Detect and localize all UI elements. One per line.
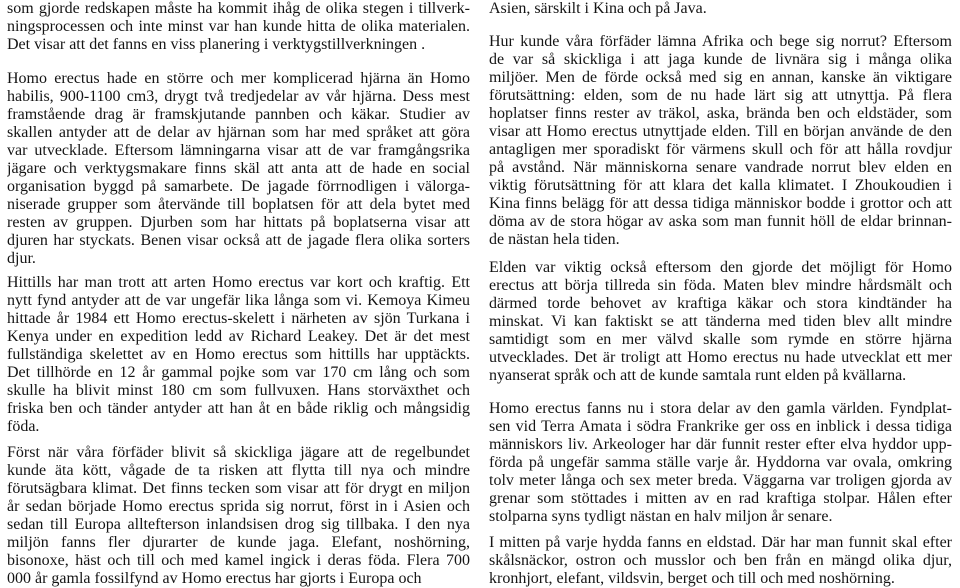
- text-line: nytt fynd antyder att de var ungefär lika långa som vi. Kemoya Kimeu: [7, 292, 470, 309]
- text-line: sedan till Europa alltefterson inlandsisen drog sig tillbaka. I den nya: [7, 516, 470, 533]
- text-line: friska ben och tänder antyder att han åt en både riklig och mångsidig: [7, 400, 470, 417]
- text-line: därmed torde behovet av kraftiga käkar och stora kindtänder ha: [489, 295, 952, 312]
- text-line: niserade grupper som återvände till boplatsen för att dela bytet med: [7, 196, 470, 213]
- text-line: de var så skickliga i att jaga kunde de livnära sig i många olika: [489, 51, 952, 68]
- text-line: hoplatser finns rester av träkol, aska, brända ben och eldstäder, som: [489, 105, 952, 122]
- paragraph: [489, 259, 952, 385]
- text-line: de nästan hela tiden.: [489, 231, 620, 248]
- text-line: utvecklades. Det är troligt att Homo erectus nu hade utvecklat ett mer: [489, 349, 952, 366]
- text-line: kronhjort, elefant, vildsvin, berget och till och med noshörning.: [489, 570, 895, 587]
- text-line: habilis, 900-1100 cm3, drygt två tredjedelar av vår hjärna. Dess mest: [7, 88, 470, 105]
- text-line: bisonoxe, häst och till och med kamel ingick i deras föda. Flera 700: [7, 552, 470, 569]
- left-column: [7, 0, 470, 588]
- text-line: Hur kunde våra förfäder lämna Afrika och bege sig norrut? Eftersom: [489, 33, 952, 50]
- text-line: visar att Homo erectus utnyttjade elden. Till en början använde de den: [489, 123, 952, 140]
- text-line: Det tillhörde en 12 år gammal pojke som var 170 cm lång och som: [7, 364, 470, 381]
- text-line: fullständiga skelettet av en Homo erectus som hittills har upptäckts.: [7, 346, 470, 363]
- text-line: stolparna syns tydligt nästan en halv miljon år senare.: [489, 508, 833, 525]
- paragraph: [7, 0, 470, 54]
- text-line: tolv meter långa och sex meter breda. Väggarna var troligen gjorda av: [489, 472, 952, 489]
- paragraph: [489, 33, 952, 249]
- text-line: ningsprocessen och inte minst var han kunde hitta de olika materialen.: [7, 18, 470, 35]
- paragraph: [489, 400, 952, 526]
- text-line: som gjorde redskapen måste ha kommit ihåg de olika stegen i tillverk-: [7, 0, 470, 17]
- text-line: jägare och verktygsmakare finns skäl att anta att de hade en social: [7, 160, 470, 177]
- text-line: organisation byggd på samarbete. De jagade förrnodligen i välorga-: [7, 178, 470, 195]
- paragraph: [7, 444, 470, 588]
- text-line: skålsnäckor, ostron och musslor och ben från en mängd olika djur,: [489, 552, 952, 569]
- text-line: samtidigt som en mer välvd skalle som rymde en större hjärna: [489, 331, 952, 348]
- text-line: Elden var viktig också eftersom den gjorde det möjligt för Homo: [489, 259, 952, 276]
- text-line: förda på ungefär samma ställe varje år. Hyddorna var ovala, omkring: [489, 454, 952, 471]
- text-line: var utvecklade. Eftersom lämningarna visar att de var framgångsrika: [7, 142, 470, 159]
- text-line: förutsägbara klimat. Det finns tecken som visar att för drygt en miljon: [7, 480, 470, 497]
- text-line: antagligen mer sporadiskt för värmens skull och för att hålla rovdjur: [489, 141, 952, 158]
- paragraph: [489, 534, 952, 588]
- text-line: nyanserat språk och att de kunde samtala runt elden på kvällarna.: [489, 367, 907, 384]
- text-line: Hittills har man trott att arten Homo erectus var kort och kraftig. Ett: [7, 274, 470, 291]
- text-line: kunde äta kött, vågade de ta risken att flytta till nya och mindre: [7, 462, 470, 479]
- text-line: Kina finns belägg för att dessa tidiga människor bodde i grottor och att: [489, 195, 952, 212]
- text-line: grenar som stöttades i mitten av en rad kraftiga stolpar. Hålen efter: [489, 490, 952, 507]
- text-line: 000 år gamla fossilfynd av Homo erectus har gjorts i Europa och: [7, 570, 422, 587]
- text-line: miljöer. Men de förde också med sig en annan, kanske än viktigare: [489, 69, 952, 86]
- text-line: skallen antyder att de delar av hjärnan som har med språket att göra: [7, 124, 470, 141]
- text-line: Homo erectus fanns nu i stora delar av den gamla världen. Fyndplat-: [489, 400, 952, 417]
- text-line: miljön fanns fler djurarter de kunde jaga. Elefant, noshörning,: [7, 534, 470, 551]
- text-line: föda.: [7, 418, 40, 435]
- text-line: på avstånd. När människorna senare vandrade norrut blev elden en: [489, 159, 952, 176]
- paragraph: [489, 0, 952, 18]
- text-line: viktig förutsättning för att klara det kalla klimatet. I Zhoukoudien i: [489, 177, 952, 194]
- text-line: resten av gruppen. Djurben som har hittats på boplatserna visar att: [7, 214, 470, 231]
- text-line: djur.: [7, 250, 36, 267]
- text-line: år sedan började Homo erectus sprida sig norrut, först in i Asien och: [7, 498, 470, 515]
- paragraph: [7, 274, 470, 436]
- paragraph: [7, 70, 470, 268]
- text-line: skulle ha blivit minst 180 cm som fullvuxen. Hans storväxthet och: [7, 382, 470, 399]
- text-line: sen vid Terra Amata i södra Frankrike ger oss en inblick i dessa tidiga: [489, 418, 952, 435]
- text-line: hittade år 1984 ett Homo erectus-skelett i närheten av sjön Turkana i: [7, 310, 470, 327]
- text-line: erectus att börja tillreda sin föda. Maten blev mindre hårdsmält och: [489, 277, 952, 294]
- text-line: Asien, särskilt i Kina och på Java.: [489, 0, 707, 17]
- text-line: I mitten på varje hydda fanns en eldstad. Där har man funnit skal efter: [489, 534, 952, 551]
- text-line: döma av de stora högar av aska som man funnit höll de eldar brinnan-: [489, 213, 952, 230]
- text-line: minskat. Vi kan faktiskt se att tänderna med tiden blev allt mindre: [489, 313, 952, 330]
- text-line: Det visar att det fanns en viss planering i verktygstillverkningen .: [7, 36, 426, 53]
- text-line: Först när våra förfäder blivit så skickliga jägare att de regelbundet: [7, 444, 470, 461]
- text-line: förutsättning: elden, som de nu hade lärt sig att utnyttja. På flera: [489, 87, 952, 104]
- text-line: Kenya under en expedition ledd av Richard Leakey. Det är det mest: [7, 328, 470, 345]
- text-line: människors liv. Arkeologer har där funnit rester efter elva hyddor upp-: [489, 436, 952, 453]
- text-line: djuren har styckats. Benen visar också att de jagade flera olika sorters: [7, 232, 470, 249]
- text-line: framstående drag är framskjutande pannben och käkar. Studier av: [7, 106, 470, 123]
- text-line: Homo erectus hade en större och mer komplicerad hjärna än Homo: [7, 70, 470, 87]
- right-column: [489, 0, 952, 588]
